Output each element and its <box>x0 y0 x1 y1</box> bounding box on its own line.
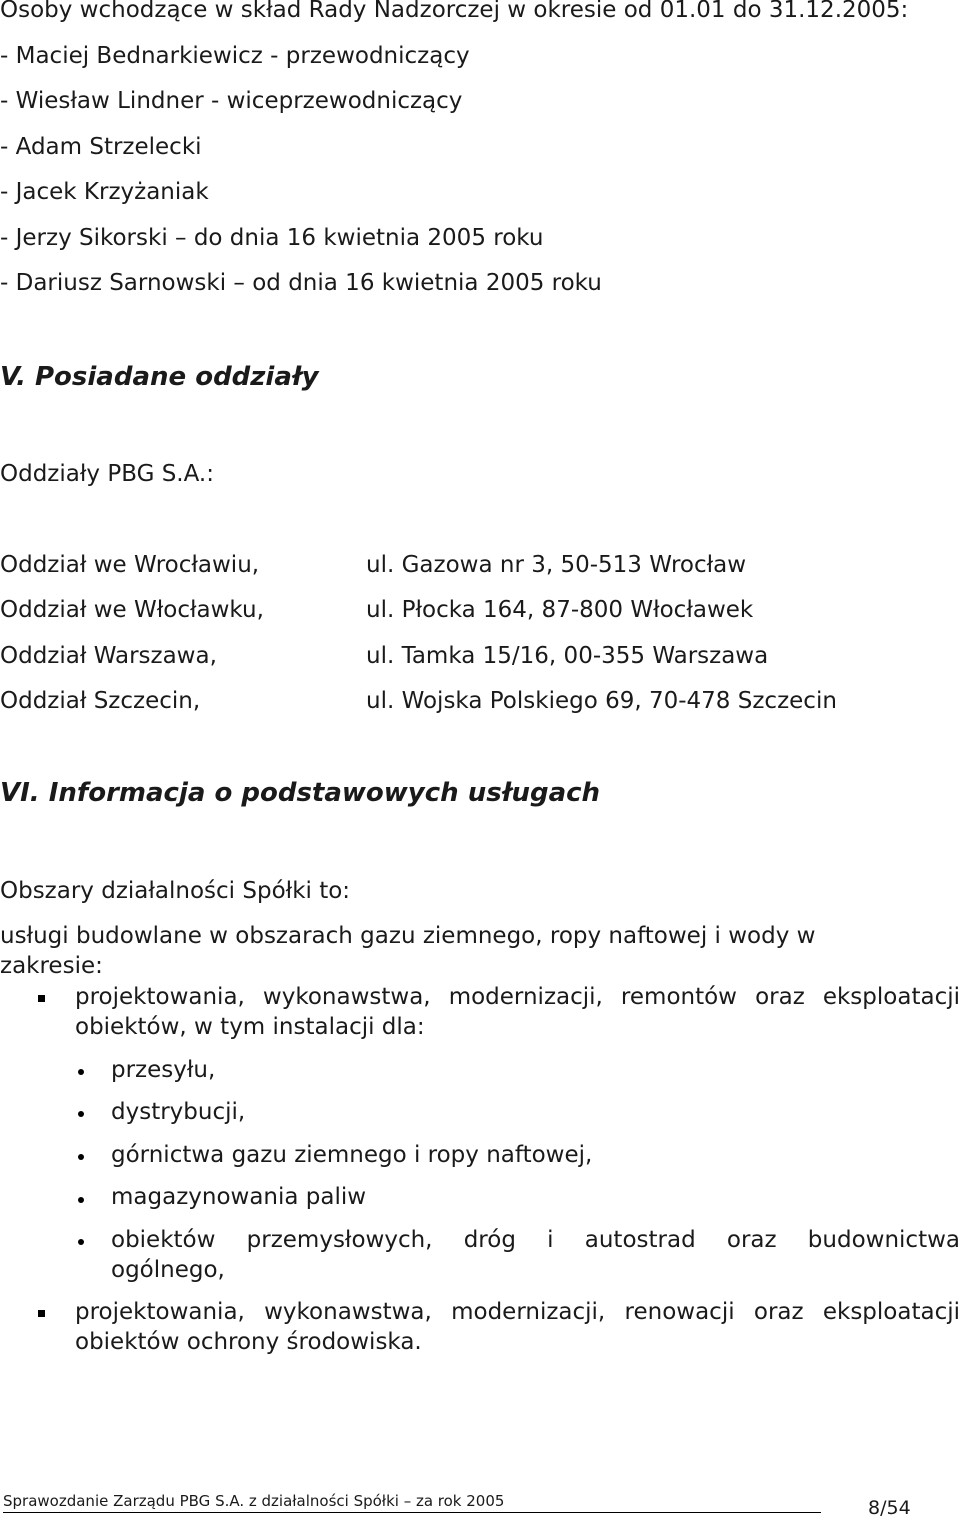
board-member: - Adam Strzelecki <box>0 133 202 160</box>
branch-name: Oddział we Wrocławiu, <box>0 552 260 578</box>
footer-report-title: Sprawozdanie Zarządu PBG S.A. z działalności Spółki – za rok 2005 <box>3 1492 505 1510</box>
dot-bullet-icon <box>78 1197 84 1203</box>
branch-address: ul. Płocka 164, 87-800 Włocławek <box>366 597 754 623</box>
board-member: - Wiesław Lindner - wiceprzewodniczący <box>0 88 463 114</box>
service-subitem: obiektów przemysłowych, dróg i autostrad oraz budownictwa <box>111 1227 960 1253</box>
square-bullet-icon <box>38 1310 45 1317</box>
service-item-cont: obiektów, w tym instalacji dla: <box>75 1014 425 1040</box>
board-member: - Jerzy Sikorski – do dnia 16 kwietnia 2005 roku <box>0 224 544 251</box>
page-number: 8/54 <box>868 1497 911 1519</box>
service-item: projektowania, wykonawstwa, modernizacji, renowacji oraz eksploatacji <box>75 1299 960 1325</box>
service-subitem: przesyłu, <box>111 1057 216 1083</box>
service-item: projektowania, wykonawstwa, modernizacji, remontów oraz eksploatacji <box>75 984 960 1010</box>
branches-subtitle: Oddziały PBG S.A.: <box>0 461 214 487</box>
services-text: zakresie: <box>0 953 103 979</box>
board-section <box>0 0 908 315</box>
board-heading: Osoby wchodzące w skład Rady Nadzorczej w okresie od 01.01 do 31.12.2005: <box>0 0 909 23</box>
branch-address: ul. Gazowa nr 3, 50-513 Wrocław <box>366 552 747 578</box>
dot-bullet-icon <box>78 1111 84 1117</box>
branch-name: Oddział we Włocławku, <box>0 597 264 623</box>
branch-address: ul. Tamka 15/16, 00-355 Warszawa <box>366 643 769 669</box>
service-item-cont: obiektów ochrony środowiska. <box>75 1329 422 1355</box>
square-bullet-icon <box>38 995 45 1002</box>
board-member: - Maciej Bednarkiewicz - przewodniczący <box>0 42 470 69</box>
section-title-services: VI. Informacja o podstawowych usługach <box>0 778 601 808</box>
board-member: - Dariusz Sarnowski – od dnia 16 kwietnia 2005 roku <box>0 270 602 296</box>
board-member: - Jacek Krzyżaniak <box>0 179 209 205</box>
service-subitem: magazynowania paliw <box>111 1184 367 1210</box>
footer-divider <box>3 1512 821 1513</box>
branch-address: ul. Wojska Polskiego 69, 70-478 Szczecin <box>366 688 837 714</box>
dot-bullet-icon <box>78 1154 84 1160</box>
dot-bullet-icon <box>78 1069 84 1075</box>
service-subitem: dystrybucji, <box>111 1099 246 1125</box>
dot-bullet-icon <box>78 1239 84 1245</box>
section-title-branches: V. Posiadane oddziały <box>0 362 319 392</box>
branch-name: Oddział Szczecin, <box>0 688 201 714</box>
services-text: usługi budowlane w obszarach gazu ziemnego, ropy naftowej i wody w <box>0 923 816 949</box>
service-subitem: górnictwa gazu ziemnego i ropy naftowej, <box>111 1142 593 1168</box>
branch-name: Oddział Warszawa, <box>0 643 217 669</box>
services-intro: Obszary działalności Spółki to: <box>0 878 351 904</box>
service-subitem-cont: ogólnego, <box>111 1257 225 1283</box>
